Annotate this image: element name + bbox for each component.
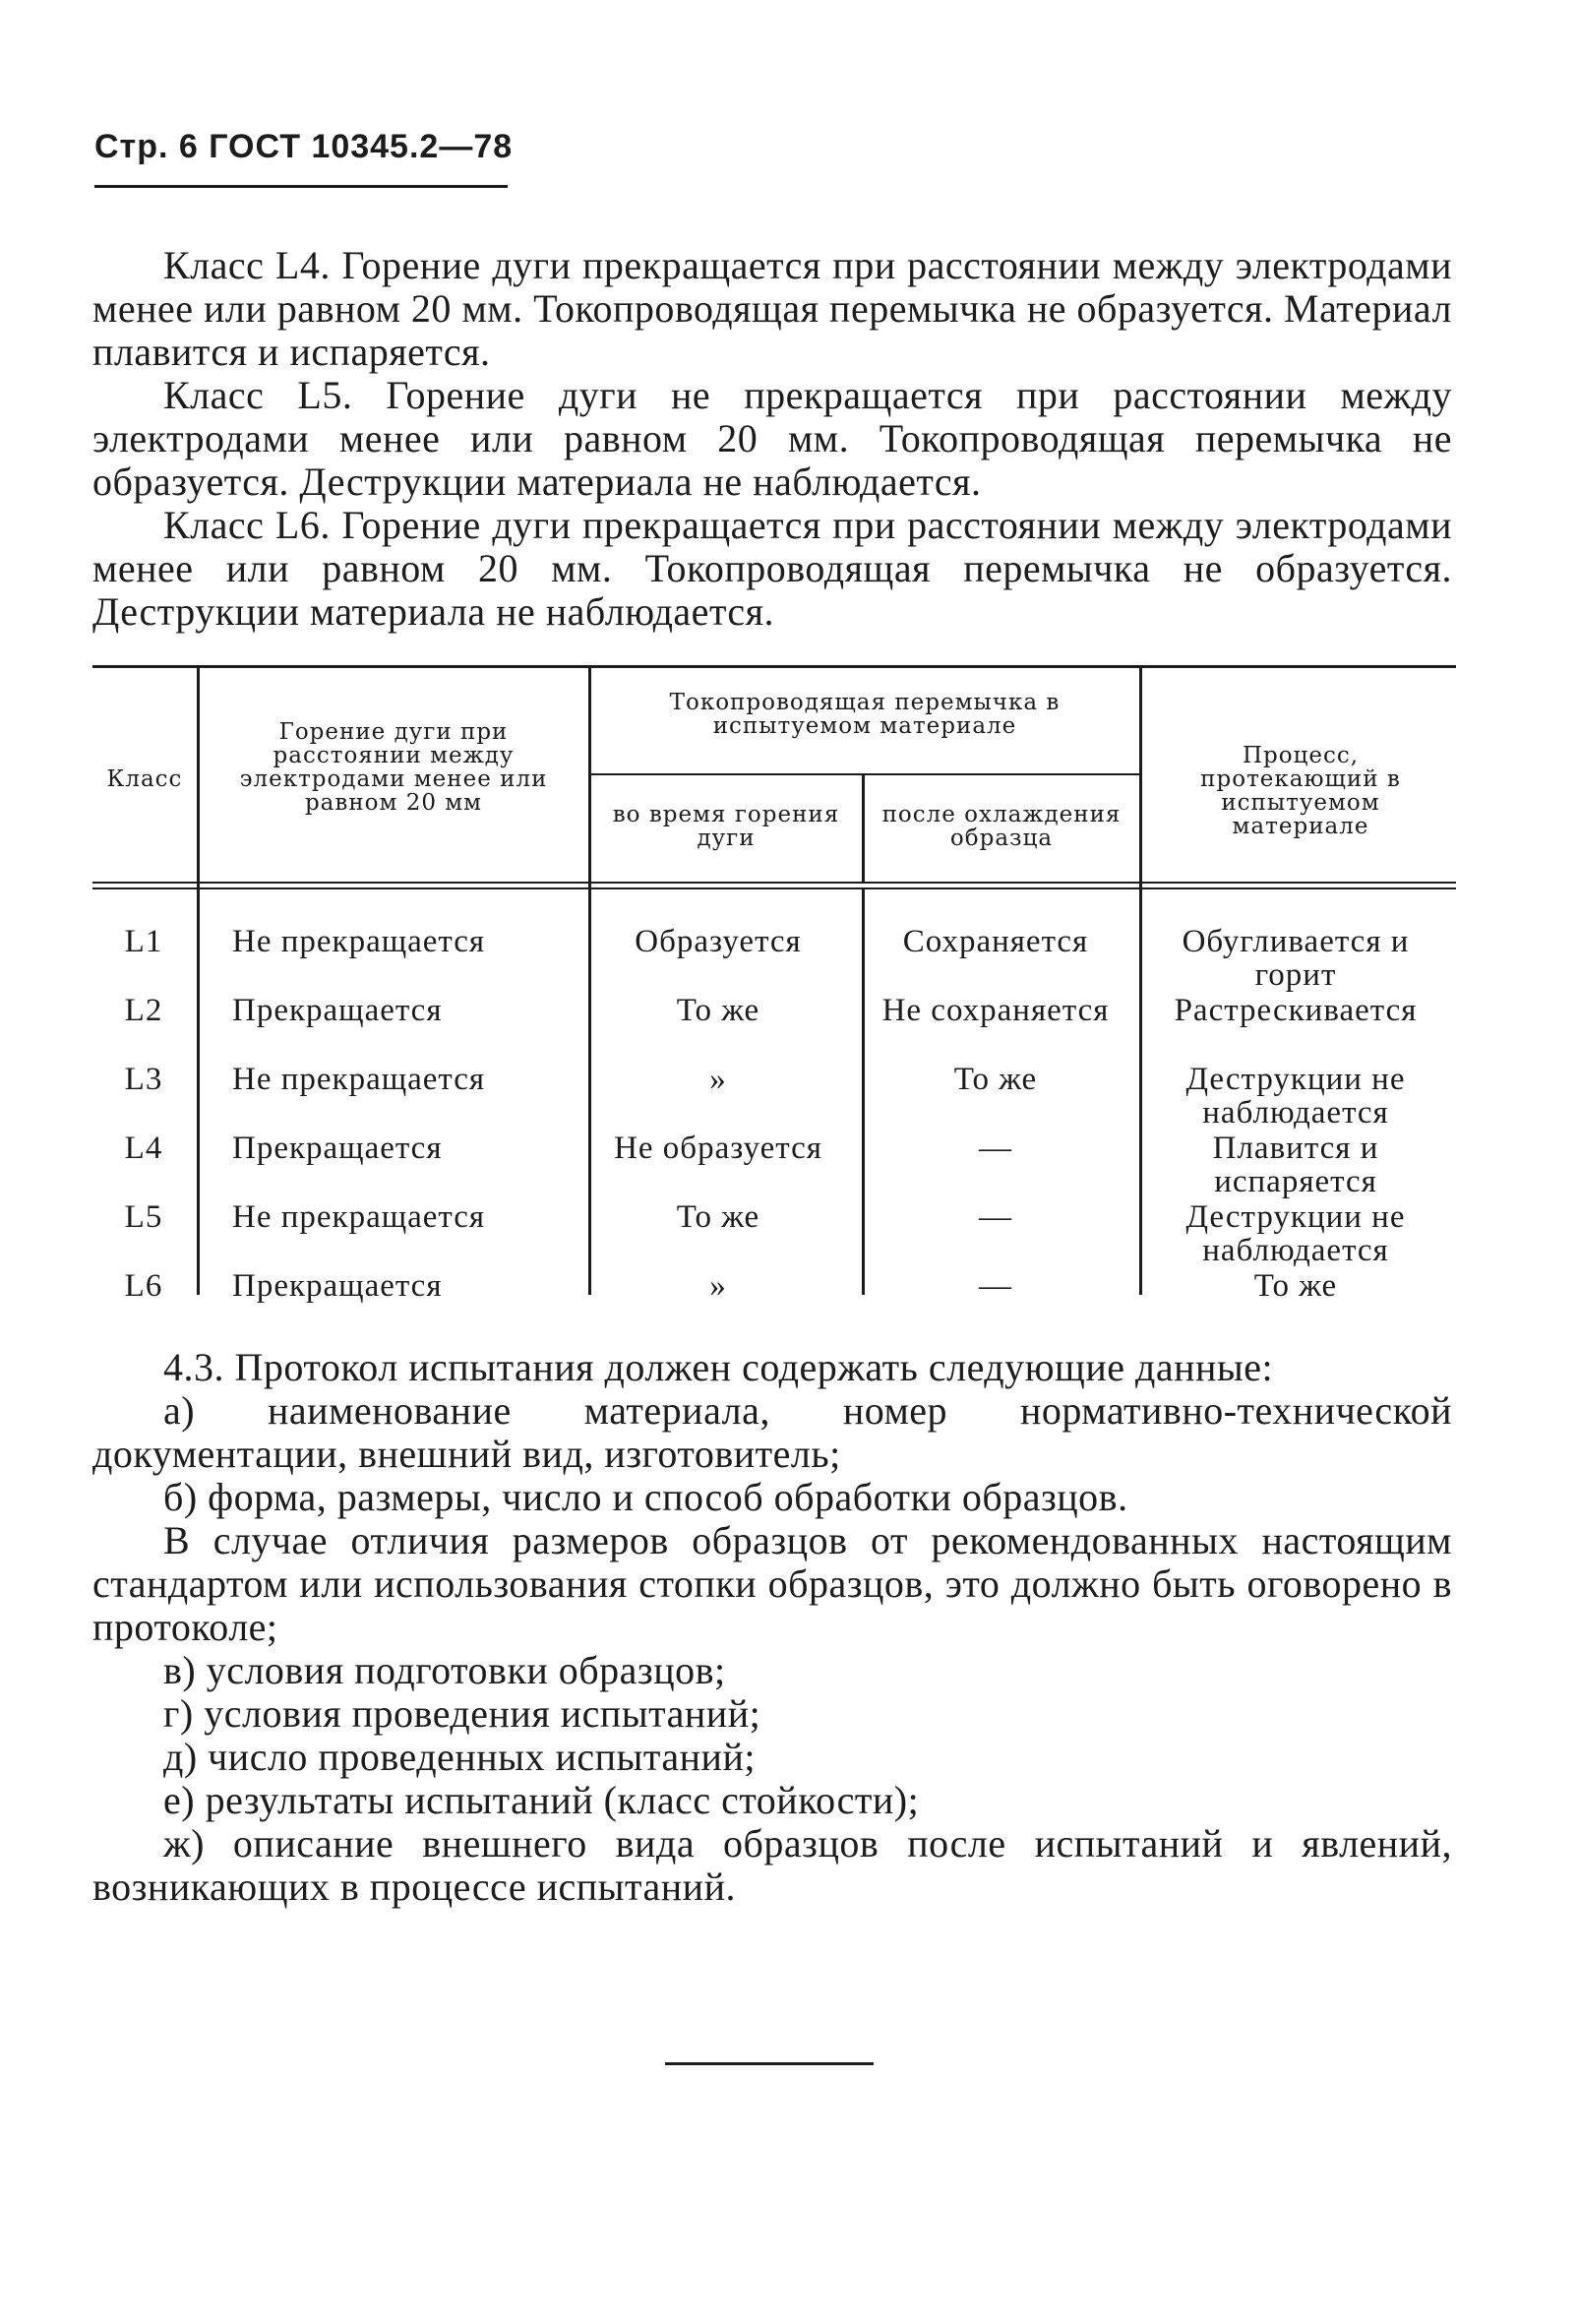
row-l2-process: Растрескивается: [1174, 993, 1418, 1028]
item-d: д) число проведенных испытаний;: [163, 1735, 756, 1779]
intro-text: [92, 244, 1452, 634]
item-e: е) результаты испытаний (класс стойкости);: [163, 1778, 920, 1822]
row-l5-burning: Не прекращается: [232, 1199, 486, 1235]
header-burning: Горение дуги при расстоянии между электродами менее или равном 20 мм: [239, 719, 548, 816]
section-intro: 4.3. Протокол испытания должен содержать следующие данные:: [163, 1345, 1274, 1389]
row-l2-burning: Прекращается: [232, 993, 443, 1028]
row-l6-after: —: [979, 1268, 1012, 1304]
row-l4-during: Не образуется: [614, 1131, 822, 1166]
row-l1-after: Сохраняется: [902, 924, 1089, 959]
header-bridge: Токопроводящая перемычка в испытуемом материале: [669, 690, 1061, 739]
item-a: а) наименование материала, номер нормативно-технической документации, внешний вид, изготовитель;: [92, 1388, 1452, 1476]
section-4-3: [92, 1346, 1452, 1909]
item-v: в) условия подготовки образцов;: [163, 1648, 726, 1692]
row-l1-burning: Не прекращается: [232, 924, 486, 959]
row-l6-class: L6: [124, 1268, 163, 1304]
header-after: после охлаждения образца: [881, 802, 1122, 851]
row-l5-class: L5: [124, 1199, 163, 1235]
row-l6-during: »: [709, 1268, 727, 1304]
row-l3-burning: Не прекращается: [232, 1062, 486, 1097]
row-l4-after: —: [979, 1131, 1012, 1166]
row-l6-burning: Прекращается: [232, 1268, 443, 1304]
note-paragraph: В случае отличия размеров образцов от рекомендованных настоящим стандартом или использования стопки образцов, это должно быть оговорено в протоколе;: [92, 1518, 1452, 1649]
classification-table: [92, 665, 1456, 1315]
row-l3-class: L3: [124, 1062, 163, 1097]
header-bottom-rule-2: [92, 887, 1456, 889]
paragraph-class-l4: Класс L4. Горение дуги прекращается при расстоянии между электродами менее или равном 20 мм. Токопроводящая перемычка не образуется. Материал плавится и испаряется.: [92, 243, 1452, 374]
bridge-subheader-rule: [590, 773, 1141, 775]
row-l4-burning: Прекращается: [232, 1131, 443, 1166]
row-l4-process: Плавится и испаряется: [1212, 1131, 1379, 1199]
row-l1-during: Образуется: [635, 924, 802, 959]
table-top-rule: [92, 665, 1456, 668]
end-rule: [665, 2062, 874, 2065]
row-l3-during: »: [709, 1062, 727, 1097]
row-l2-during: То же: [676, 993, 760, 1028]
row-l2-class: L2: [124, 993, 163, 1028]
header-class: Класс: [106, 766, 183, 792]
item-zh: ж) описание внешнего вида образцов после испытаний и явлений, возникающих в процессе испытаний.: [92, 1821, 1452, 1909]
row-l3-process: Деструкции не наблюдается: [1185, 1062, 1406, 1131]
header-during: во время горения дуги: [612, 802, 840, 851]
row-l1-class: L1: [124, 924, 163, 959]
column-divider-3-header: [862, 773, 865, 882]
row-l2-after: Не сохраняется: [881, 993, 1110, 1028]
row-l5-after: —: [979, 1199, 1012, 1235]
row-l6-process: То же: [1253, 1268, 1338, 1304]
paragraph-class-l6: Класс L6. Горение дуги прекращается при расстоянии между электродами менее или равном 20 мм. Токопроводящая перемычка не образуется. Деструкции материала не наблюдается.: [92, 503, 1452, 634]
row-l1-process: Обугливается и горит: [1182, 924, 1410, 993]
item-b: б) форма, размеры, число и способ обработки образцов.: [163, 1475, 1128, 1519]
header-process: Процесс, протекающий в испытуемом материале: [1200, 743, 1401, 839]
row-l3-after: То же: [953, 1062, 1038, 1097]
column-divider-4: [1139, 665, 1142, 1295]
row-l5-process: Деструкции не наблюдается: [1185, 1199, 1406, 1268]
row-l4-class: L4: [124, 1131, 163, 1166]
header-bottom-rule-1: [92, 882, 1456, 884]
page-header: Стр. 6 ГОСТ 10345.2—78: [94, 128, 514, 165]
row-l5-during: То же: [676, 1199, 760, 1235]
item-g: г) условия проведения испытаний;: [163, 1691, 761, 1736]
paragraph-class-l5: Класс L5. Горение дуги не прекращается при расстоянии между электродами менее или равном 20 мм. Токопроводящая перемычка не образуется. Деструкции материала не наблюдается.: [92, 373, 1452, 504]
header-rule: [94, 185, 508, 188]
column-divider-1: [197, 665, 200, 1295]
